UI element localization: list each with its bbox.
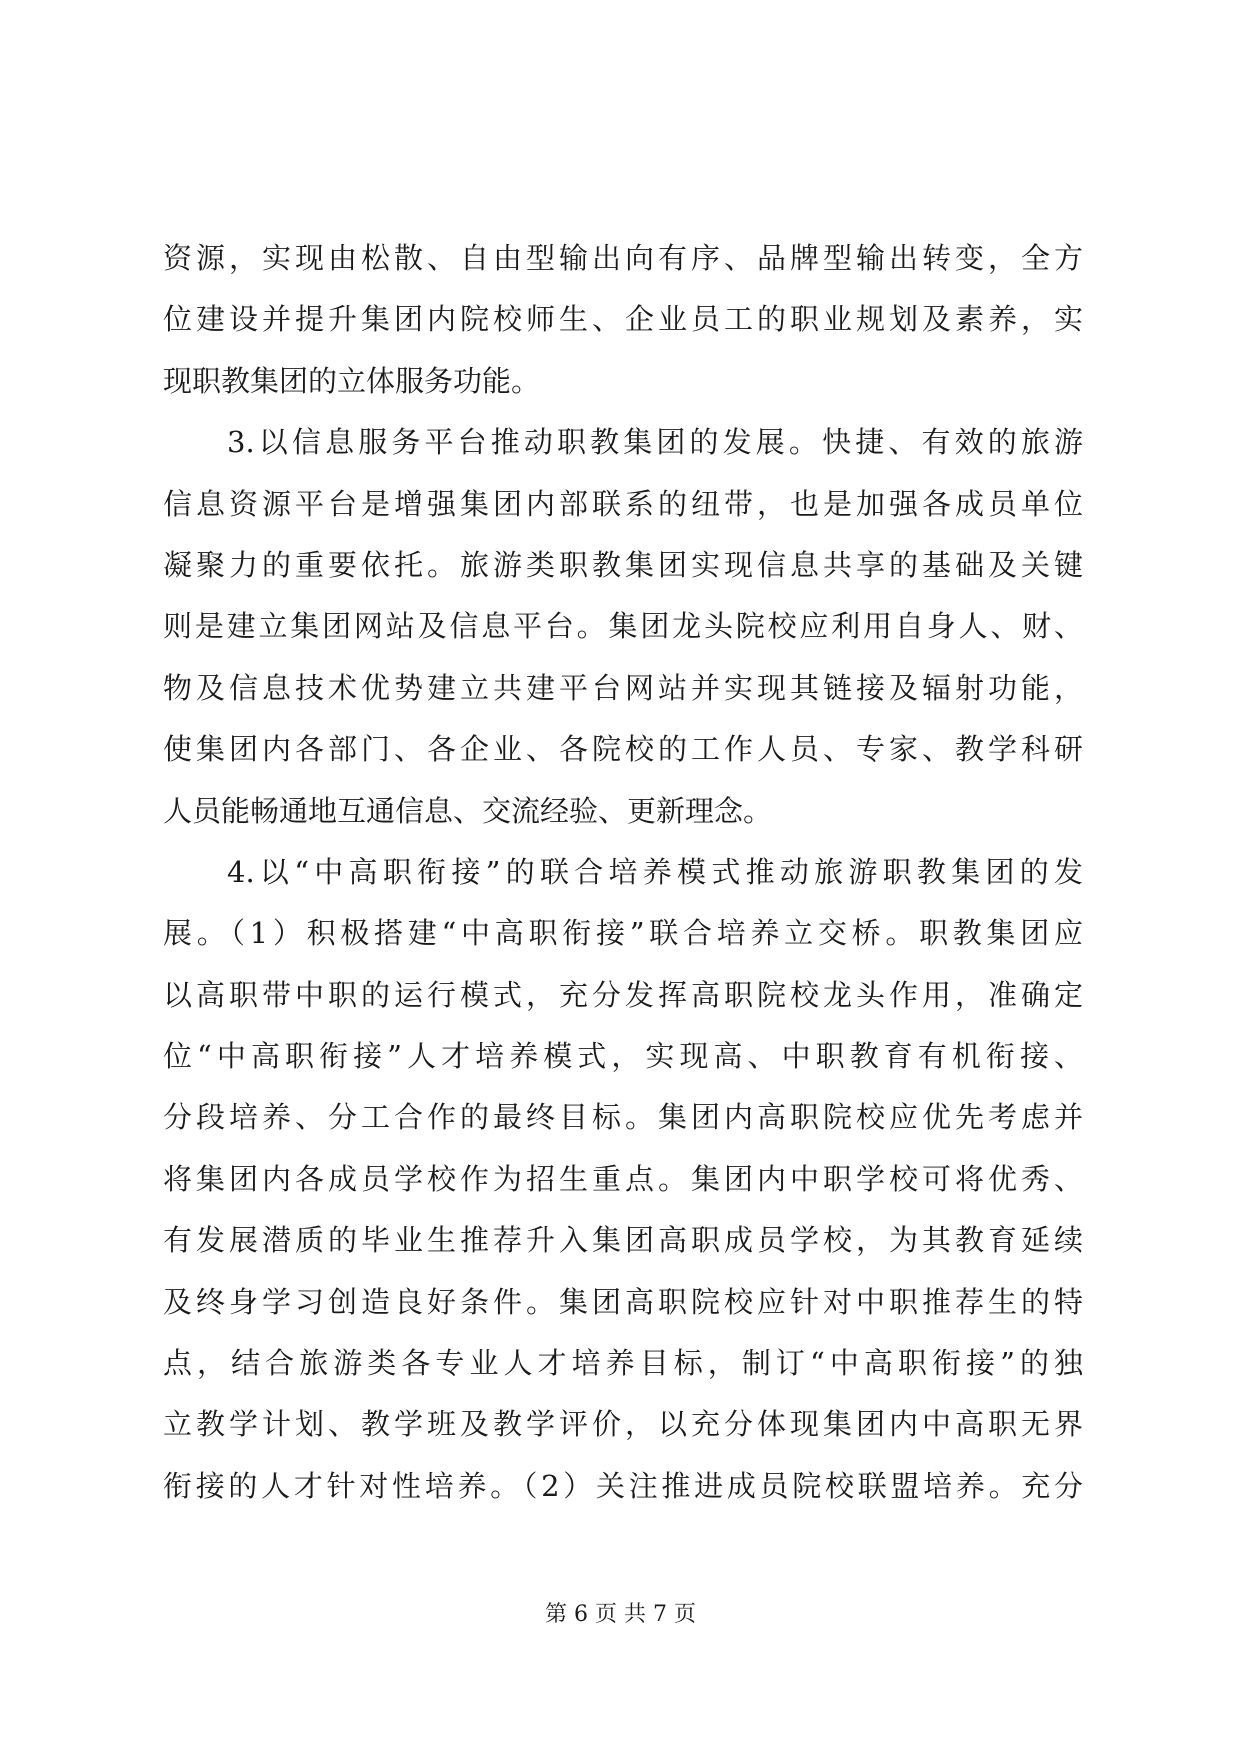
text-line: 立教学计划、教学班及教学评价，以充分体现集团内中高职无界 — [163, 1407, 1083, 1442]
text-line: 位“中高职衔接”人才培养模式，实现高、中职教育有机衔接、 — [163, 1039, 1083, 1074]
text-line: 将集团内各成员学校作为招生重点。集团内中职学校可将优秀、 — [163, 1161, 1083, 1196]
text-line: 展。（1）积极搭建“中高职衔接”联合培养立交桥。职教集团应 — [163, 916, 1083, 951]
paragraph-4-start: 4.以“中高职衔接”的联合培养模式推动旅游职教集团的发 — [227, 854, 1083, 889]
page-number-footer: 第 6 页 共 7 页 — [545, 1602, 696, 1627]
text-line: 物及信息技术优势建立共建平台网站并实现其链接及辐射功能， — [163, 670, 1083, 705]
document-body — [163, 228, 1083, 1517]
text-line: 有发展潜质的毕业生推荐升入集团高职成员学校，为其教育延续 — [163, 1223, 1083, 1258]
text-line: 及终身学习创造良好条件。集团高职院校应针对中职推荐生的特 — [163, 1284, 1083, 1319]
text-line: 人员能畅通地互通信息、交流经验、更新理念。 — [163, 793, 773, 828]
text-line: 资源，实现由松散、自由型输出向有序、品牌型输出转变，全方 — [163, 241, 1083, 275]
text-line: 信息资源平台是增强集团内部联系的纽带，也是加强各成员单位 — [163, 486, 1083, 521]
text-line: 使集团内各部门、各企业、各院校的工作人员、专家、教学科研 — [163, 732, 1083, 767]
text-line: 位建设并提升集团内院校师生、企业员工的职业规划及素养，实 — [163, 302, 1083, 337]
text-line: 点，结合旅游类各专业人才培养目标，制订“中高职衔接”的独 — [163, 1346, 1083, 1381]
text-line: 分段培养、分工合作的最终目标。集团内高职院校应优先考虑并 — [163, 1100, 1083, 1135]
text-line: 则是建立集团网站及信息平台。集团龙头院校应利用自身人、财、 — [163, 609, 1083, 644]
text-line: 凝聚力的重要依托。旅游类职教集团实现信息共享的基础及关键 — [163, 547, 1083, 582]
paragraph-3-start: 3.以信息服务平台推动职教集团的发展。快捷、有效的旅游 — [227, 425, 1083, 460]
text-line: 衔接的人才针对性培养。（2）关注推进成员院校联盟培养。充分 — [163, 1468, 1083, 1503]
text-line: 现职教集团的立体服务功能。 — [163, 363, 541, 398]
text-line: 以高职带中职的运行模式，充分发挥高职院校龙头作用，准确定 — [163, 977, 1083, 1012]
